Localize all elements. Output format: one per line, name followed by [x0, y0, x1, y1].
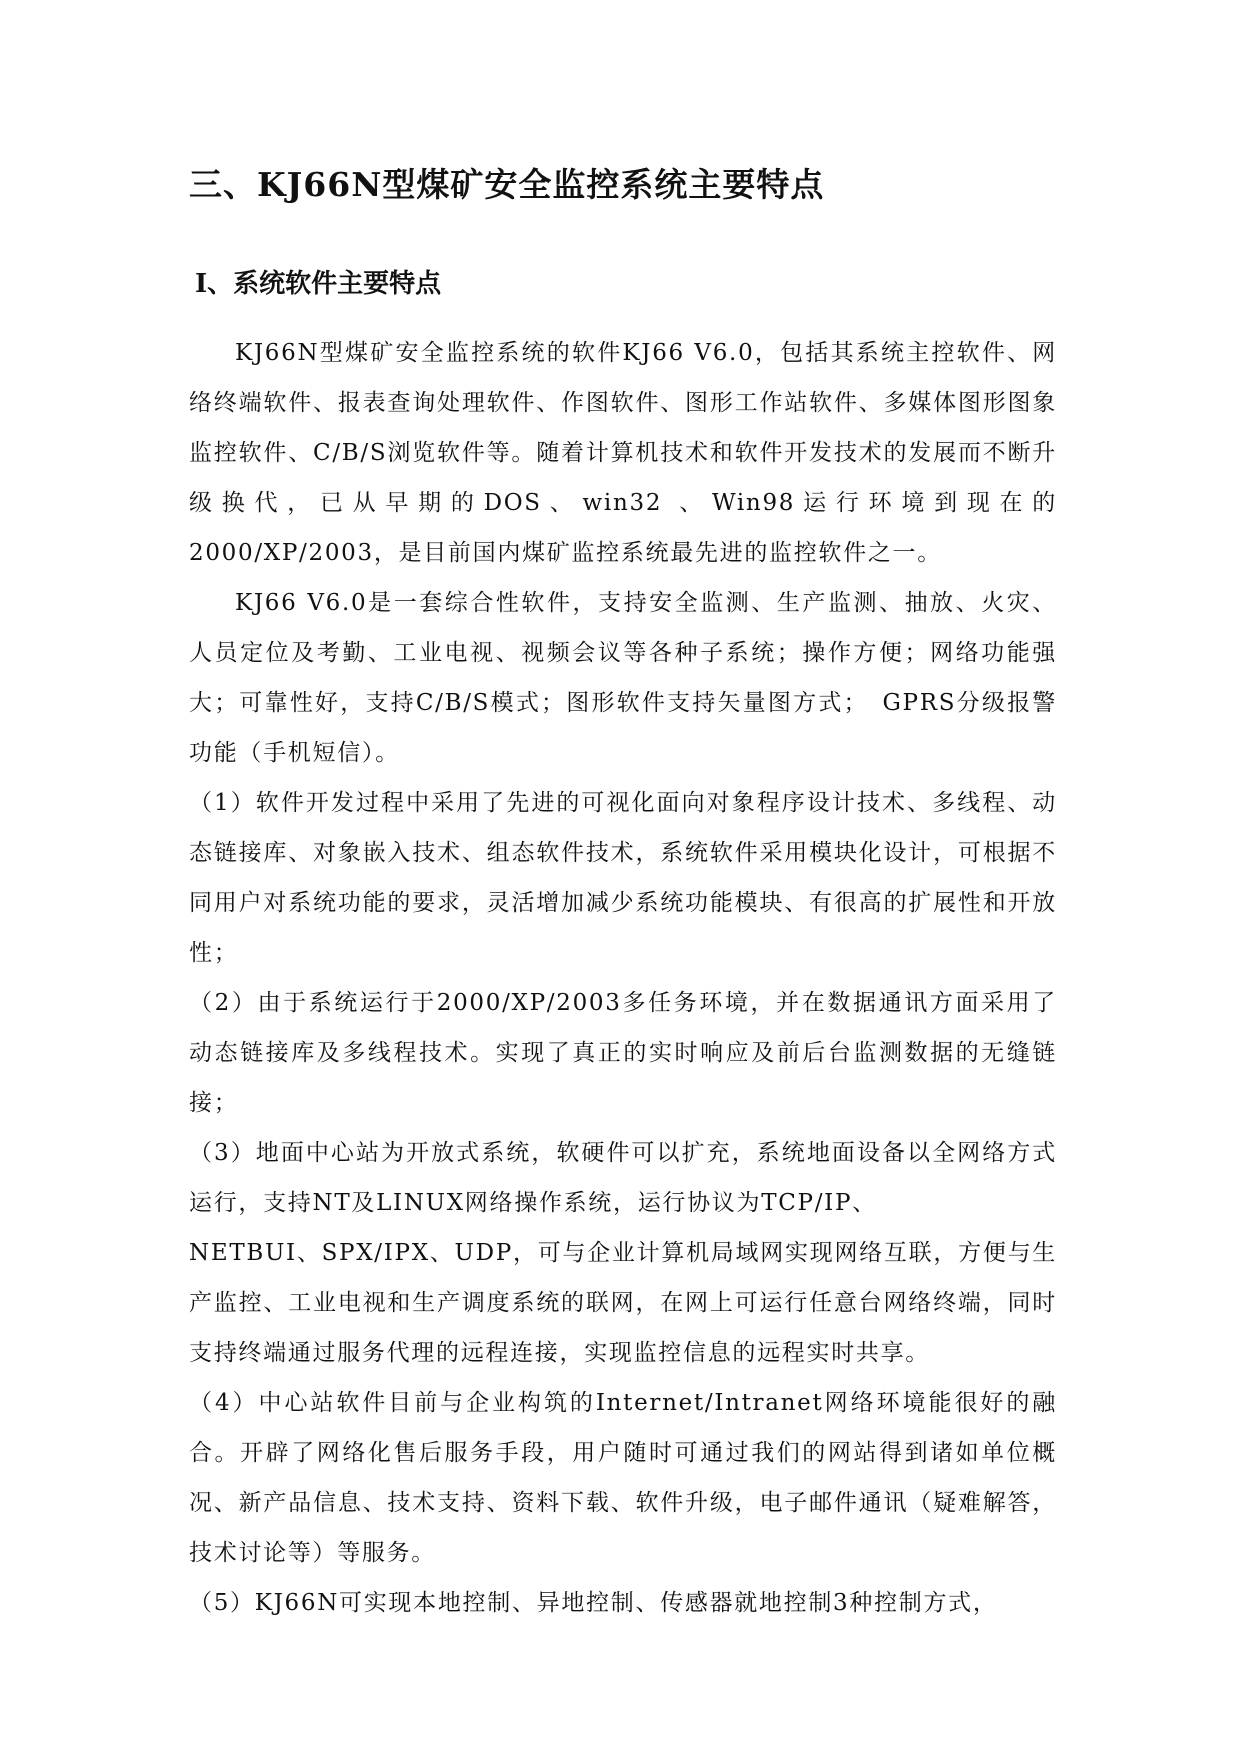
document-title: 三、KJ66N型煤矿安全监控系统主要特点 [189, 165, 825, 204]
overview-paragraph: KJ66 V6.0是一套综合性软件，支持安全监测、生产监测、抽放、火灾、人员定位及考勤、工业电视、视频会议等各种子系统；操作方便；网络功能强大；可靠性好，支持C/B/S模式；图形软件支持矢量图方式； GPRS分级报警功能（手机短信）。 [189, 590, 1057, 766]
feature-item-5: （5）KJ66N可实现本地控制、异地控制、传感器就地控制3种控制方式， [189, 1590, 998, 1616]
feature-item-2: （2）由于系统运行于2000/XP/2003多任务环境，并在数据通讯方面采用了动态链接库及多线程技术。实现了真正的实时响应及前后台监测数据的无缝链接； [189, 990, 1057, 1116]
section-heading: Ⅰ、系统软件主要特点 [195, 269, 442, 299]
feature-item-1: （1）软件开发过程中采用了先进的可视化面向对象程序设计技术、多线程、动态链接库、对象嵌入技术、组态软件技术，系统软件采用模块化设计，可根据不同用户对系统功能的要求，灵活增加减少系统功能模块、有很高的扩展性和开放性； [189, 790, 1057, 966]
feature-item-3: （3）地面中心站为开放式系统，软硬件可以扩充，系统地面设备以全网络方式运行，支持NT及LINUX网络操作系统，运行协议为TCP/IP、 [189, 1140, 1057, 1216]
feature-item-4: （4）中心站软件目前与企业构筑的Internet/Intranet网络环境能很好的融合。开辟了网络化售后服务手段，用户随时可通过我们的网站得到诸如单位概况、新产品信息、技术支持、资料下载、软件升级，电子邮件通讯（疑难解答，技术讨论等）等服务。 [189, 1390, 1057, 1566]
intro-paragraph: KJ66N型煤矿安全监控系统的软件KJ66 V6.0，包括其系统主控软件、网络终端软件、报表查询处理软件、作图软件、图形工作站软件、多媒体图形图象监控软件、C/B/S浏览软件等。随着计算机技术和软件开发技术的发展而不断升级换代，已从早期的DOS、win32 、Win98运行环境到现在的2000/XP/2003，是目前国内煤矿监控系统最先进的监控软件之一。 [189, 340, 1057, 566]
feature-item-3-continued: NETBUI、SPX/IPX、UDP，可与企业计算机局域网实现网络互联，方便与生产监控、工业电视和生产调度系统的联网，在网上可运行任意台网络终端，同时支持终端通过服务代理的远程连接，实现监控信息的远程实时共享。 [189, 1240, 1057, 1366]
document-body [189, 150, 1057, 1628]
